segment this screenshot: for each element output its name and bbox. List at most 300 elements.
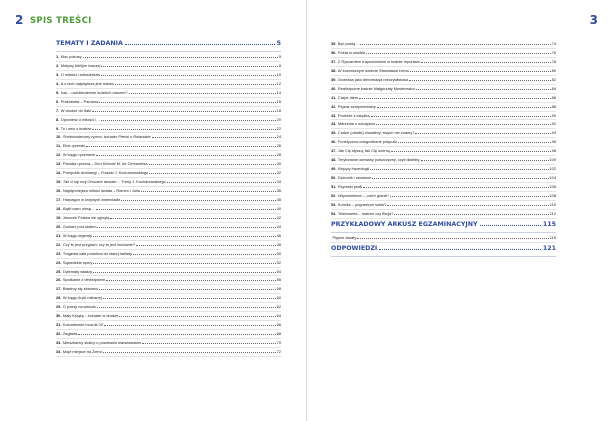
leader-dots [410, 71, 551, 72]
entry-title-text: Carpe diem [337, 94, 359, 100]
leader-dots [379, 249, 541, 250]
toc-entry[interactable] [56, 303, 281, 312]
toc-entry[interactable] [56, 53, 281, 62]
entry-title-text: Sąsiedzkie spory [62, 259, 93, 265]
entry-title [338, 76, 408, 85]
entry-page: 40 [276, 205, 281, 211]
entry-number: 27. [56, 286, 62, 292]
leader-dots [391, 151, 551, 152]
toc-entry[interactable] [56, 294, 281, 303]
entry-title [63, 178, 166, 187]
entry-title-text: Jak Cię słyszą, tak Cię ocenią [337, 148, 390, 154]
leader-dots [97, 307, 276, 308]
leader-dots [363, 187, 548, 188]
entry-title-text: W drodze do Itaki [60, 107, 92, 113]
entry-page: 74 [551, 41, 556, 46]
entry-number: 13. [56, 161, 62, 167]
entry-title-text: Etos rycerski [62, 143, 85, 149]
toc-entry[interactable] [56, 321, 281, 330]
entry-title [61, 80, 114, 89]
toc-entry[interactable] [331, 85, 556, 94]
toc-entry[interactable] [56, 89, 281, 98]
toc-entry[interactable] [331, 192, 556, 201]
entry-title-text: Klejący frazeologii [337, 166, 370, 172]
leader-dots [106, 280, 276, 281]
section-page: 121 [542, 244, 556, 252]
left-page-number: 2 [15, 13, 24, 27]
toc-section-heading[interactable] [331, 221, 556, 233]
leader-dots [142, 343, 275, 344]
entry-title [61, 125, 92, 134]
entry-page: 52 [276, 259, 281, 265]
toc-entry[interactable] [56, 125, 281, 134]
entry-title-text: Zagłada [62, 331, 77, 337]
right-page-number: 3 [589, 13, 598, 27]
entry-title-text: Z Ryszardem Kapuścińskim w krainie reportażu [337, 58, 421, 64]
toc-entry[interactable] [56, 330, 281, 339]
entry-title [63, 232, 92, 241]
entry-title-text: Rzymski profil [337, 184, 363, 189]
entry-title [63, 268, 92, 277]
toc-entry[interactable] [56, 98, 281, 107]
entry-title-text: Realistyczne baśnie Małgorzaty Musierowicz [337, 85, 416, 91]
entry-number: 9. [56, 125, 60, 131]
toc-entry[interactable] [56, 142, 281, 151]
entry-page: 112 [549, 210, 556, 216]
leader-dots [96, 155, 276, 156]
toc-left-column [56, 40, 281, 357]
leader-dots [92, 111, 276, 112]
entry-title-text: Tragedia cała podobna do starej ballady [62, 250, 132, 256]
leader-dots [119, 316, 275, 317]
entry-page: 22 [276, 125, 281, 131]
entry-page: 82 [551, 76, 556, 82]
entry-title-text: Icar – uciekleniennie ludzkich marzeń? [60, 89, 128, 95]
entry-title [63, 303, 96, 312]
toc-entry[interactable] [56, 80, 281, 89]
entry-page: 110 [549, 201, 556, 207]
toc-entry[interactable] [331, 112, 556, 121]
entry-page: 32 [276, 170, 281, 176]
entry-page: 36 [276, 188, 281, 194]
leader-dots [99, 289, 276, 290]
entry-title-text: Marzenia o szczęściu [337, 121, 376, 127]
entry-page: 50 [276, 250, 281, 256]
toc-entry[interactable] [331, 147, 556, 156]
entry-number: 50. [331, 175, 337, 181]
leader-dots [93, 272, 276, 273]
entry-title-text: Terytorialne odmiany polszczyzny, czyli dialekty [337, 157, 420, 163]
entry-number: 54. [331, 210, 337, 216]
entry-title-text: To i owo o teatrze [60, 125, 92, 131]
toc-entry[interactable] [56, 348, 281, 357]
toc-list-exam [331, 234, 556, 243]
entry-page: 78 [551, 58, 556, 64]
entry-number: 39. [331, 76, 337, 82]
toc-entry[interactable] [56, 107, 281, 116]
leader-dots [149, 173, 276, 174]
entry-title [63, 241, 135, 250]
toc-entry[interactable] [331, 183, 556, 192]
entry-page: 26 [276, 143, 281, 149]
toc-entry[interactable] [331, 40, 556, 49]
entry-number: 44. [331, 121, 337, 127]
section-title: TEMATY I ZADANIA [56, 40, 123, 47]
entry-title-text: Mały Książę – bohater w drodze [62, 313, 119, 319]
leader-dots [96, 209, 276, 210]
entry-title [338, 165, 369, 174]
entry-title-italic: Pieśni o Rolandzie [118, 134, 151, 140]
entry-page: 48 [276, 241, 281, 247]
entry-title [338, 85, 415, 94]
entry-title-text: Motywy biblijne inaczej [60, 62, 101, 68]
leader-dots [93, 236, 276, 237]
toc-entry[interactable] [56, 133, 281, 142]
toc-entry[interactable] [56, 169, 281, 178]
entry-title-text: Spotkanie z detektywem [62, 277, 106, 283]
entry-number: 29. [56, 304, 62, 310]
entry-page: 46 [276, 232, 281, 238]
toc-entry[interactable] [56, 196, 281, 205]
toc-entry[interactable] [56, 71, 281, 80]
entry-title [338, 156, 420, 165]
toc-list-right [331, 40, 556, 219]
entry-number: 49. [331, 166, 337, 172]
toc-entry[interactable] [331, 174, 556, 183]
entry-number: 30. [56, 313, 62, 319]
leader-dots [110, 218, 275, 219]
toc-entry[interactable] [56, 160, 281, 169]
toc-entry[interactable] [331, 103, 556, 112]
toc-entry[interactable] [331, 201, 556, 210]
toc-right-column [331, 40, 556, 258]
entry-title-text: Poetyckie drobiazgi – Fraszki J. Kochanowskiego [62, 170, 149, 176]
entry-number: 26. [56, 277, 62, 283]
entry-number: 2. [56, 62, 60, 68]
leader-dots [101, 66, 278, 67]
leader-dots [103, 298, 276, 299]
toc-entry[interactable] [331, 94, 556, 103]
entry-number: 14. [56, 170, 62, 176]
entry-title [63, 348, 102, 357]
entry-number: 12. [56, 152, 62, 158]
toc-entry[interactable] [331, 58, 556, 67]
leader-dots [141, 191, 276, 192]
entry-page: 96 [551, 139, 556, 145]
entry-number: 19. [56, 214, 62, 220]
entry-number: 35. [331, 41, 337, 46]
entry-title [63, 142, 85, 151]
toc-entry[interactable] [56, 276, 281, 285]
leader-dots [366, 53, 551, 54]
entry-title-text: Opowieść o miłości i… [60, 116, 100, 122]
entry-title [63, 196, 121, 205]
entry-page: 58 [276, 286, 281, 292]
entry-title-text: Najsłynniejsza miłość świata – Romeo i Julia [62, 188, 140, 194]
entry-title-text: Harpagon w krzywym zwierciadle [62, 197, 121, 202]
entry-page: 66 [276, 322, 281, 328]
toc-section-heading[interactable] [331, 245, 556, 257]
entry-page: 86 [551, 94, 556, 100]
leader-dots [121, 200, 275, 201]
entry-title-text: W kręgu liryki miłosnej [62, 295, 102, 301]
entry-title-text: Prakobieta – Pandora [60, 98, 99, 104]
entry-page: 34 [276, 179, 281, 185]
entry-page: 62 [276, 304, 281, 310]
leader-dots [359, 98, 551, 99]
leader-dots [83, 57, 278, 58]
entry-title [61, 62, 101, 71]
toc-entry[interactable] [331, 156, 556, 165]
entry-title-text: O miłości i miłosierdziu [60, 71, 101, 77]
entry-page: 8 [278, 62, 281, 68]
entry-title-text: Jeszcze Polska nie zginęła [62, 214, 110, 220]
entry-title [63, 160, 148, 169]
toc-entry[interactable] [331, 67, 556, 76]
entry-title [338, 112, 370, 121]
entry-title-text: Cudze (obwiki) chwalimy, swych nie znamy? [337, 130, 415, 136]
entry-page: 18 [276, 107, 281, 113]
leader-dots [97, 227, 275, 228]
entry-page: 98 [551, 148, 556, 154]
entry-title-text: Fonetyczno-ortograficzne potyczki [337, 139, 397, 145]
toc-entry[interactable] [331, 165, 556, 174]
entry-title-text: Kolumbowie rocznik 20 [62, 322, 103, 328]
entry-title [63, 214, 110, 223]
entry-number: 45. [331, 130, 337, 136]
toc-entry[interactable] [56, 223, 281, 232]
entry-page: 68 [276, 331, 281, 337]
toc-entry[interactable] [331, 234, 556, 243]
entry-page: 20 [276, 116, 281, 122]
page-title: SPIS TREŚCI [30, 16, 92, 26]
leader-dots [387, 205, 548, 206]
entry-title [61, 98, 99, 107]
leader-dots [133, 254, 276, 255]
entry-title [338, 120, 375, 129]
entry-page: 56 [276, 277, 281, 283]
entry-title [63, 133, 151, 142]
entry-page: 60 [276, 295, 281, 301]
entry-page: 24 [276, 134, 281, 140]
entry-number: 21. [56, 232, 62, 238]
entry-title-text: Parodia rycerza – [62, 161, 95, 167]
entry-title [333, 234, 357, 243]
entry-title [61, 107, 91, 116]
entry-title-text: Dziennik i słowiane [337, 175, 372, 181]
toc-entry[interactable] [331, 49, 556, 58]
entry-title-text: Dylematy władzy [62, 268, 93, 274]
entry-page: 14 [276, 89, 281, 95]
entry-page: 90 [551, 112, 556, 118]
entry-page: 88 [551, 103, 556, 109]
entry-number: 43. [331, 112, 337, 118]
entry-number: 4. [56, 80, 60, 86]
toc-entry[interactable] [56, 187, 281, 196]
entry-title [63, 223, 97, 232]
leader-dots [480, 225, 541, 226]
entry-title [63, 250, 132, 259]
entry-title-italic: Bajki wam niosę… [62, 205, 95, 211]
leader-dots [92, 129, 275, 130]
leader-dots [376, 124, 551, 125]
entry-title [63, 259, 92, 268]
entry-number: 42. [331, 103, 337, 109]
entry-title [338, 138, 397, 147]
entry-page: 5 [278, 54, 281, 59]
entry-number: 16. [56, 188, 62, 194]
entry-title-text: Być poetą… [337, 41, 360, 46]
entry-number: 51. [331, 184, 337, 189]
entry-number: 10. [56, 134, 62, 140]
entry-page: 28 [276, 152, 281, 158]
entry-page: 42 [276, 214, 281, 220]
leader-dots [394, 214, 549, 215]
entry-page: 12 [276, 80, 281, 86]
entry-title-text: Komiks – pogranicze sztuk? [337, 201, 387, 207]
entry-page: 54 [276, 268, 281, 274]
entry-title [338, 147, 390, 156]
toc-entry[interactable] [56, 205, 281, 214]
leader-dots [167, 182, 276, 183]
entry-number: 33. [56, 340, 62, 345]
entry-title [63, 285, 98, 294]
entry-title-text: Moc pokusy [60, 54, 82, 59]
entry-number: 38. [331, 67, 337, 73]
entry-page: 84 [551, 85, 556, 91]
toc-entry[interactable] [331, 210, 556, 219]
entry-number: 11. [56, 143, 62, 149]
leader-dots [149, 164, 276, 165]
entry-number: 32. [56, 331, 62, 337]
toc-entry[interactable] [56, 312, 281, 321]
entry-title-text: O poezji na wesoło [62, 304, 96, 310]
entry-page: 104 [549, 175, 556, 181]
leader-dots [101, 75, 275, 76]
entry-title-italic: Tak ci się mój Orszulce dostało… [62, 179, 121, 185]
leader-dots [86, 146, 276, 147]
entry-title [61, 116, 100, 125]
entry-page: 70 [276, 340, 281, 345]
leader-dots [357, 238, 549, 239]
entry-title [338, 40, 359, 49]
toc-entry[interactable] [331, 138, 556, 147]
leader-dots [416, 89, 551, 90]
entry-title [338, 58, 420, 67]
leader-dots [415, 133, 550, 134]
entry-number: 17. [56, 197, 62, 202]
entry-title [338, 174, 371, 183]
entry-title [63, 321, 103, 330]
entry-title-rest: M. de Cervantesa [115, 161, 148, 167]
toc-entry[interactable] [56, 214, 281, 223]
leader-dots [152, 137, 276, 138]
toc-entry[interactable] [56, 116, 281, 125]
entry-number: 28. [56, 295, 62, 301]
entry-title [61, 71, 101, 80]
toc-entry[interactable] [56, 151, 281, 160]
entry-page: 106 [549, 184, 556, 189]
leader-dots [101, 120, 276, 121]
entry-title-rest: Treny J. Kochanowskiego [120, 179, 166, 185]
leader-dots [103, 352, 276, 353]
entry-number: 23. [56, 250, 62, 256]
entry-page: 64 [276, 313, 281, 319]
entry-number: 15. [56, 179, 62, 185]
toc-entry[interactable] [56, 339, 281, 348]
entry-title-text: Pejzaż sentymentalny [337, 103, 376, 109]
leader-dots [390, 196, 549, 197]
entry-page: 100 [549, 157, 556, 163]
leader-dots [370, 169, 548, 170]
toc-entry[interactable] [56, 62, 281, 71]
section-page: 5 [276, 40, 281, 47]
entry-number: 31. [56, 322, 62, 328]
entry-title-text: Groteska jako deformacja rzeczywistości [337, 76, 409, 82]
toc-section-heading[interactable] [56, 40, 281, 52]
toc-entry[interactable] [331, 76, 556, 85]
leader-dots [372, 178, 548, 179]
entry-number: 18. [56, 205, 62, 211]
entry-title-text: A z nich największa jest miłość [60, 80, 114, 86]
entry-title [338, 183, 362, 192]
toc-entry[interactable] [56, 285, 281, 294]
entry-number: 25. [56, 268, 62, 274]
entry-title-text: Średniowieczny rycerz, bohater [62, 134, 119, 140]
entry-page: 94 [551, 130, 556, 136]
page-gutter [306, 0, 307, 421]
toc-entry[interactable] [56, 259, 281, 268]
leader-dots [99, 102, 275, 103]
leader-dots [371, 116, 551, 117]
entry-title [338, 67, 409, 76]
entry-title-text: Bawimy się słowami [62, 286, 98, 292]
toc-entry[interactable] [56, 268, 281, 277]
entry-number: 36. [331, 49, 337, 55]
entry-title-text: Poeta w służbie [337, 49, 366, 55]
entry-number: 53. [331, 201, 337, 207]
toc-entry[interactable] [56, 178, 281, 187]
toc-entry[interactable] [331, 129, 556, 138]
entry-title [61, 53, 82, 62]
entry-title-text: Podróże z książką [337, 112, 370, 118]
entry-title-text: Guślarz pod stołem [62, 223, 97, 229]
leader-dots [129, 93, 276, 94]
toc-list-left [56, 53, 281, 357]
section-page: 115 [542, 220, 556, 228]
entry-title-text: Telenowela – realizm czy fikcja? [337, 210, 394, 216]
toc-entry[interactable] [331, 120, 556, 129]
entry-number: 3. [56, 71, 60, 77]
entry-title [63, 169, 148, 178]
entry-page: 30 [276, 161, 281, 167]
entry-title [338, 192, 389, 201]
entry-number: 47. [331, 148, 337, 154]
entry-page: 10 [276, 71, 281, 77]
entry-number: 22. [56, 241, 62, 247]
leader-dots [360, 44, 551, 45]
entry-title [63, 312, 118, 321]
entry-page: 16 [276, 98, 281, 104]
leader-dots [377, 107, 551, 108]
toc-entry[interactable] [56, 241, 281, 250]
entry-title-text: Piękne światy [332, 234, 357, 240]
entry-number: 8. [56, 116, 60, 122]
toc-entry[interactable] [56, 232, 281, 241]
toc-entry[interactable] [56, 250, 281, 259]
entry-title-text: W kręgu rycerskim [62, 152, 96, 158]
entry-number: 5. [56, 89, 60, 95]
